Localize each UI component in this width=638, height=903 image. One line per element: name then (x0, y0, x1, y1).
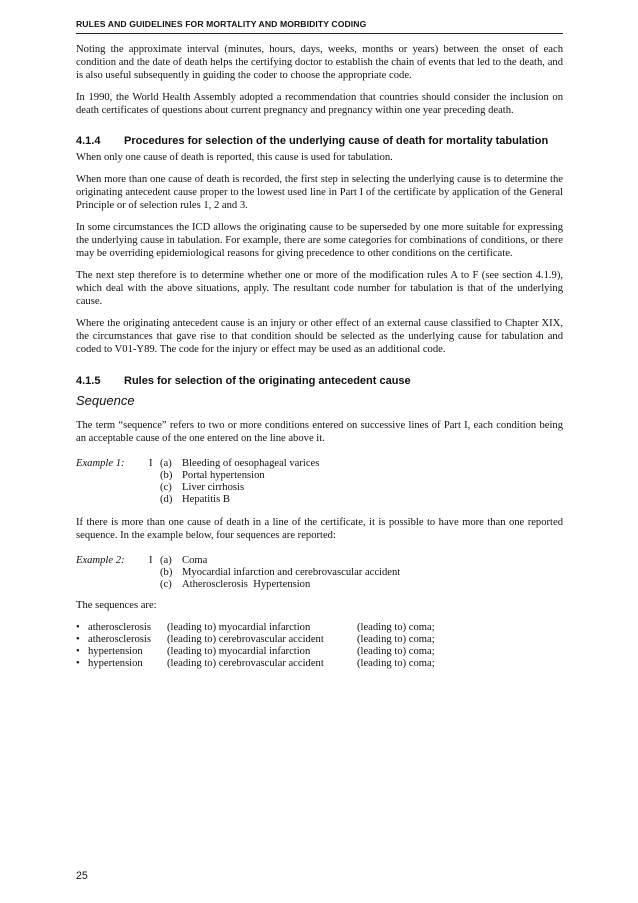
example-label: Example 2: (76, 555, 125, 566)
section-heading-4-1-4 (76, 135, 563, 148)
s415-paragraph-2: If there is more than one cause of death in a line of the certificate, it is possible to have more than one reported sequence. In the example below, four sequences are reported: (76, 517, 563, 541)
intro-paragraph-1: Noting the approximate interval (minutes, hours, days, weeks, months or years) between the onset of each condition and the date of death helps the certifying doctor to establish the chain of events that led to the death, and is also useful subsequently in guiding the coder to choose the appropriate code. (76, 44, 563, 81)
page-body (76, 43, 563, 670)
line-text: Hepatitis B (182, 494, 230, 505)
line-letter: (c) (160, 579, 172, 590)
list-item (76, 658, 563, 670)
sequence-end: (leading to) coma; (357, 646, 435, 657)
section-title: Procedures for selection of the underlying cause of death for mortality tabulation (124, 135, 549, 147)
line-text: Coma (182, 555, 208, 566)
list-item (76, 622, 563, 634)
sequence-condition: atherosclerosis (88, 634, 151, 645)
example-line (76, 567, 563, 579)
section-heading-4-1-5 (76, 375, 563, 388)
sequence-link: (leading to) myocardial infarction (167, 646, 311, 657)
line-letter: (a) (160, 458, 172, 469)
line-text: Atherosclerosis Hypertension (182, 579, 311, 590)
sequence-link: (leading to) cerebrovascular accident (167, 658, 324, 669)
line-letter: (a) (160, 555, 172, 566)
certificate-part: I (149, 555, 153, 566)
sequence-list (76, 622, 563, 670)
list-item (76, 634, 563, 646)
example-label: Example 1: (76, 458, 125, 469)
bullet-icon: • (76, 622, 80, 633)
sequence-condition: atherosclerosis (88, 622, 151, 633)
example-line (76, 494, 563, 506)
line-letter: (c) (160, 482, 172, 493)
example-line (76, 555, 563, 567)
section-number: 4.1.4 (76, 135, 101, 147)
sequence-link: (leading to) myocardial infarction (167, 622, 311, 633)
sequences-intro: The sequences are: (76, 600, 157, 611)
s414-paragraph-5: Where the originating antecedent cause is an injury or other effect of an external cause classified to Chapter XIX, the circumstances that gave rise to that condition should be selected as the underlying cause for tabulation and coded to V01-Y89. The code for the injury or effect may be used as an additional code. (76, 318, 563, 355)
sequence-end: (leading to) coma; (357, 622, 435, 633)
example-1 (76, 458, 563, 506)
example-2 (76, 555, 563, 591)
sequence-end: (leading to) coma; (357, 658, 435, 669)
certificate-part: I (149, 458, 153, 469)
line-letter: (d) (160, 494, 173, 505)
line-text: Liver cirrhosis (182, 482, 245, 493)
running-header: RULES AND GUIDELINES FOR MORTALITY AND MORBIDITY CODING (76, 19, 367, 29)
header-rule (76, 33, 563, 34)
s415-paragraph-1: The term “sequence” refers to two or more conditions entered on successive lines of Part I, each condition being an acceptable cause of the one entered on the line above it. (76, 420, 563, 444)
line-text: Portal hypertension (182, 470, 265, 481)
example-line (76, 482, 563, 494)
page-number: 25 (76, 870, 88, 882)
line-letter: (b) (160, 470, 173, 481)
bullet-icon: • (76, 634, 80, 645)
sequence-condition: hypertension (88, 646, 143, 657)
line-text: Bleeding of oesophageal varices (182, 458, 320, 469)
section-title: Rules for selection of the originating antecedent cause (124, 375, 411, 387)
bullet-icon: • (76, 658, 80, 669)
s414-paragraph-2: When more than one cause of death is recorded, the first step in selecting the underlying cause is to determine the originating antecedent cause proper to the lowest used line in Part I of the certificate by application of the General Principle or of selection rules 1, 2 and 3. (76, 174, 563, 211)
sequence-link: (leading to) cerebrovascular accident (167, 634, 324, 645)
example-line (76, 579, 563, 591)
s414-paragraph-4: The next step therefore is to determine whether one or more of the modification rules A to F (see section 4.1.9), which deal with the above situations, apply. The resultant code number for tabulation is that of the underlying cause. (76, 270, 563, 307)
section-number: 4.1.5 (76, 375, 101, 387)
s414-paragraph-3: In some circumstances the ICD allows the originating cause to be superseded by one more suitable for expressing the underlying cause in tabulation. For example, there are some categories for combinations of conditions, or there may be overriding epidemiological reasons for giving precedence to other conditions on the certificate. (76, 222, 563, 259)
sequence-end: (leading to) coma; (357, 634, 435, 645)
line-text: Myocardial infarction and cerebrovascular accident (182, 567, 401, 578)
line-letter: (b) (160, 567, 173, 578)
example-line (76, 458, 563, 470)
example-line (76, 470, 563, 482)
subheading-sequence: Sequence (76, 393, 135, 408)
sequence-condition: hypertension (88, 658, 143, 669)
intro-paragraph-2: In 1990, the World Health Assembly adopted a recommendation that countries should consider the inclusion on death certificates of questions about current pregnancy and pregnancy within one year preceding death. (76, 92, 563, 116)
s414-paragraph-1: When only one cause of death is reported, this cause is used for tabulation. (76, 152, 393, 163)
list-item (76, 646, 563, 658)
bullet-icon: • (76, 646, 80, 657)
